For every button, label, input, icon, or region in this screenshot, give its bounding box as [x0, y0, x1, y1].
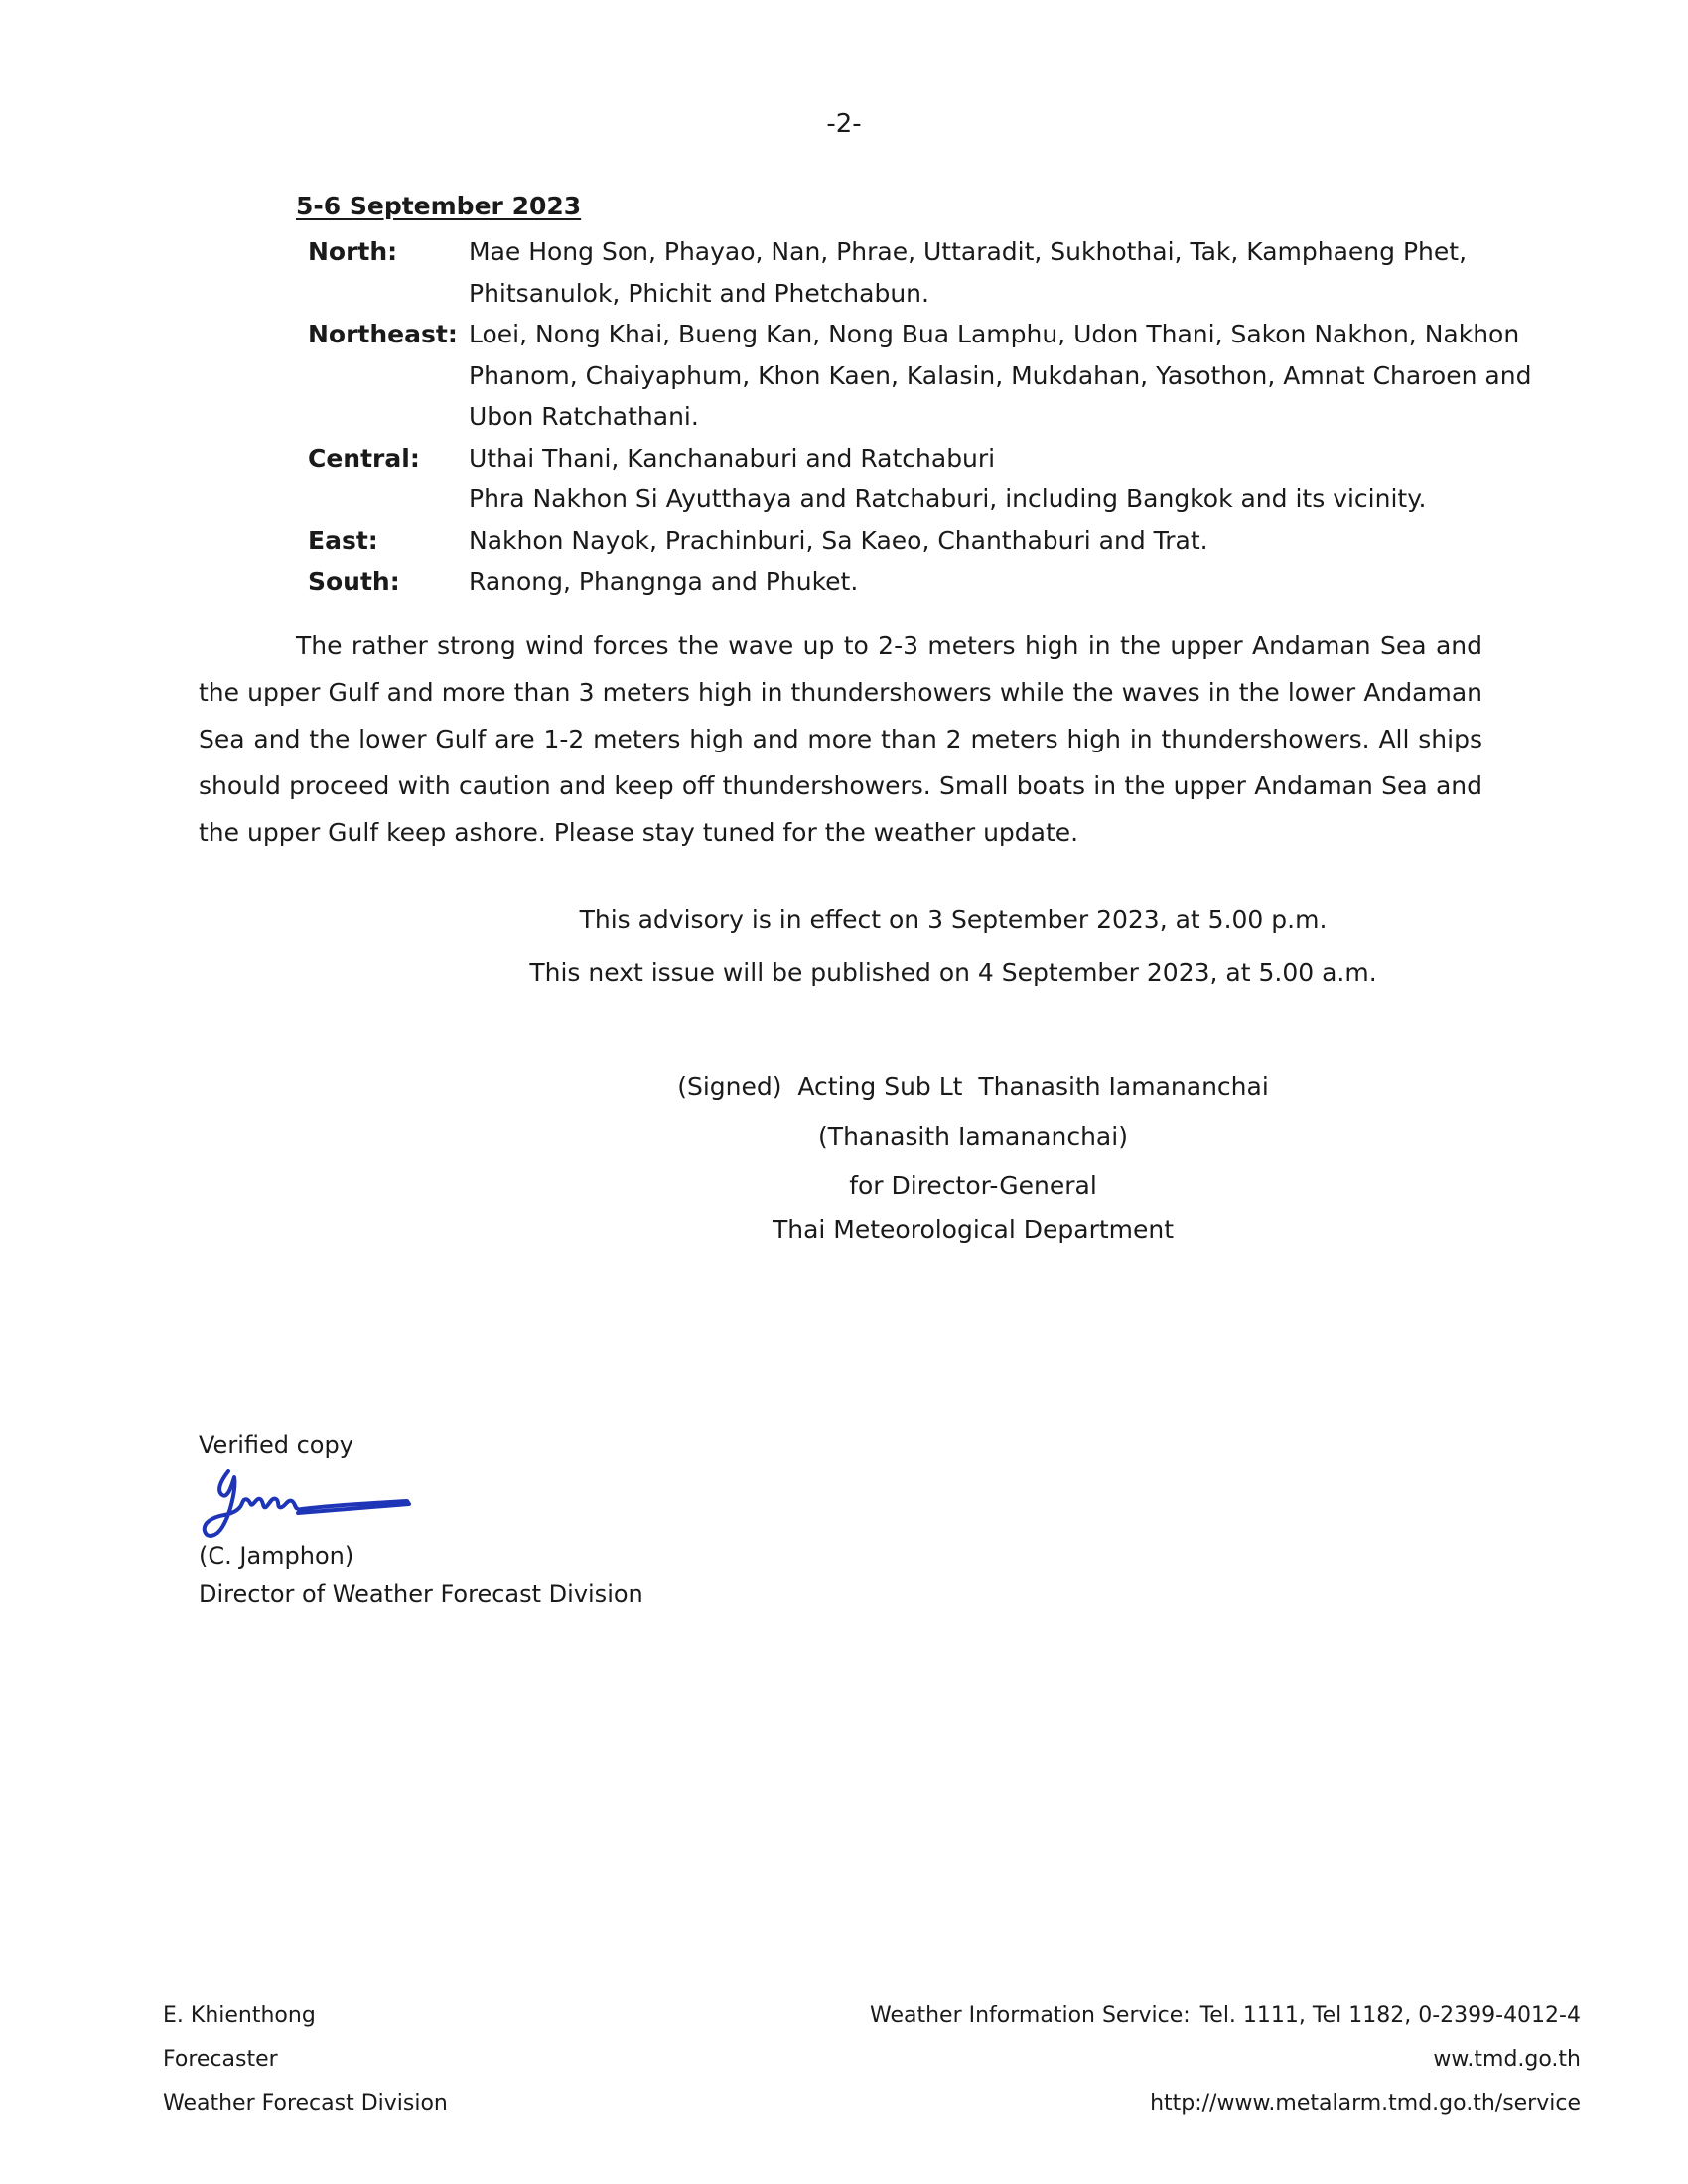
advisory-next-issue-line: This next issue will be published on 4 September 2023, at 5.00 a.m. — [529, 958, 1377, 987]
region-provinces-line: Ubon Ratchathani. — [469, 402, 699, 431]
signed-line: (Signed) Acting Sub Lt Thanasith Iamananchai — [677, 1072, 1269, 1101]
region-central — [308, 438, 1479, 520]
region-provinces-line: Uthai Thani, Kanchanaburi and Ratchaburi — [469, 443, 996, 473]
region-label: Northeast: — [308, 320, 458, 348]
region-provinces-line: Nakhon Nayok, Prachinburi, Sa Kaeo, Chanthaburi and Trat. — [469, 525, 1208, 555]
section-date-heading: 5-6 September 2023 — [296, 192, 582, 220]
handwritten-signature — [195, 1459, 423, 1549]
advisory-effective-line: This advisory is in effect on 3 September 2023, at 5.00 p.m. — [579, 905, 1328, 934]
region-label: East: — [308, 525, 378, 555]
footer-phone: Tel. 1111, Tel 1182, 0-2399-4012-4 — [1199, 2003, 1581, 2028]
region-label: Central: — [308, 443, 420, 473]
region-provinces-line: Phitsanulok, Phichit and Phetchabun. — [469, 278, 929, 308]
region-provinces-line: Loei, Nong Khai, Bueng Kan, Nong Bua Lamphu, Udon Thani, Sakon Nakhon, Nakhon — [469, 320, 1520, 348]
department-name: Thai Meteorological Department — [772, 1215, 1175, 1244]
region-provinces-line: Phra Nakhon Si Ayutthaya and Ratchaburi, including Bangkok and its vicinity. — [469, 484, 1427, 513]
signatory-role: for Director-General — [849, 1171, 1097, 1200]
footer-website-link[interactable]: ww.tmd.go.th — [1433, 2047, 1581, 2072]
footer-forecaster-name: E. Khienthong — [163, 2003, 316, 2028]
region-northeast — [308, 314, 1532, 438]
region-south — [308, 561, 1479, 603]
signatory-name: (Thanasith Iamananchai) — [818, 1122, 1128, 1151]
region-label: South: — [308, 567, 400, 596]
page-number: -2- — [826, 109, 862, 139]
verified-copy-label: Verified copy — [199, 1432, 353, 1459]
wave-advisory-paragraph: The rather strong wind forces the wave up to 2-3 meters high in the upper Andaman Sea and the upper Gulf and more than 3 meters high in thundershowers while the waves in the lower Andaman Sea and the lower Gulf are 1-2 meters high and more than 2 meters high in thundershowers. All ships should proceed with caution and keep off thundershowers. Small boats in the upper Andaman Sea and the upper Gulf keep ashore. Please stay tuned for the weather update. — [199, 631, 1482, 847]
regions-list — [308, 231, 1532, 603]
verifier-name: (C. Jamphon) — [199, 1542, 354, 1570]
footer-service-label: Weather Information Service: — [870, 2003, 1191, 2028]
verifier-title: Director of Weather Forecast Division — [199, 1580, 643, 1608]
region-north — [308, 231, 1479, 314]
region-provinces-line: Ranong, Phangnga and Phuket. — [469, 567, 859, 596]
region-provinces-line: Phanom, Chaiyaphum, Khon Kaen, Kalasin, Mukdahan, Yasothon, Amnat Charoen and — [469, 360, 1532, 390]
region-east — [308, 520, 1479, 562]
region-label: North: — [308, 237, 398, 266]
footer-service-link[interactable]: http://www.metalarm.tmd.go.th/service — [1150, 2091, 1581, 2116]
footer-division: Weather Forecast Division — [163, 2091, 448, 2116]
region-provinces-line: Mae Hong Son, Phayao, Nan, Phrae, Uttaradit, Sukhothai, Tak, Kamphaeng Phet, — [469, 237, 1468, 266]
footer-forecaster-role: Forecaster — [163, 2047, 278, 2072]
